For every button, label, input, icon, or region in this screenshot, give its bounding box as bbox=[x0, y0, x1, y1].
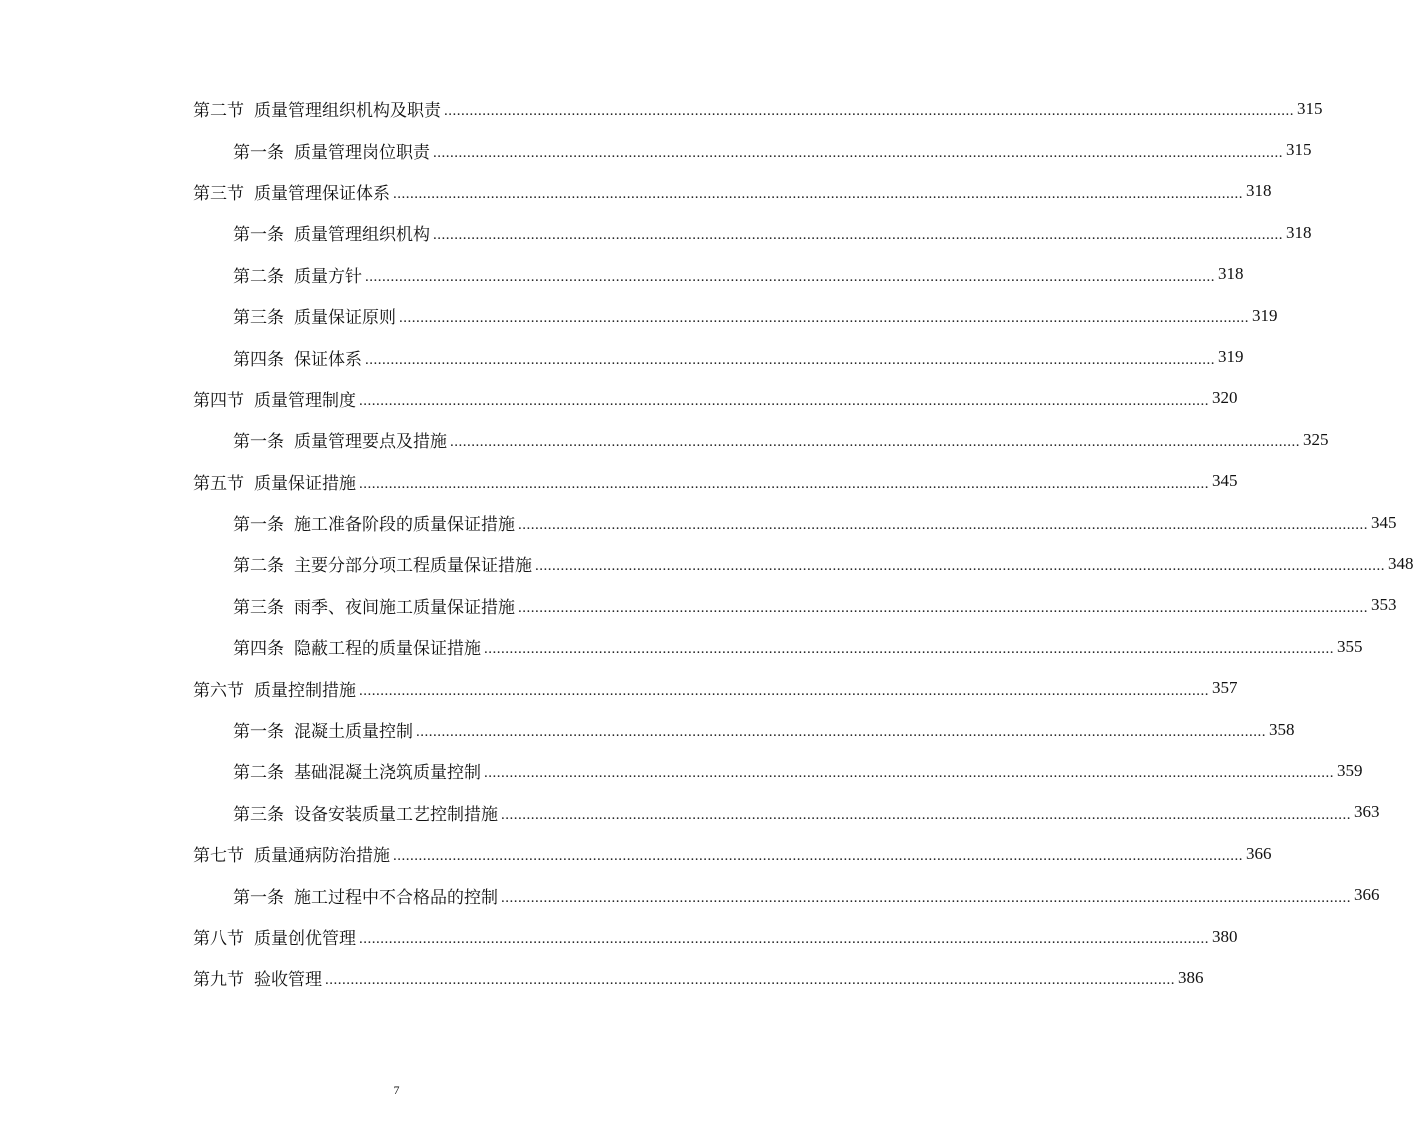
toc-entry-title: 质量管理制度 bbox=[254, 390, 356, 411]
toc-entry-number: 第三条 bbox=[233, 597, 284, 618]
toc-entry-number: 第一条 bbox=[233, 722, 284, 743]
toc-entry[interactable] bbox=[0, 419, 1329, 460]
toc-leader-dots: ........................................................................................................................................................................................................ bbox=[433, 227, 1283, 244]
toc-entry-page: 325 bbox=[1303, 429, 1329, 449]
toc-entry-title: 验收管理 bbox=[254, 970, 322, 991]
toc-leader-dots: ........................................................................................................................................................................................................ bbox=[450, 434, 1300, 451]
toc-entry[interactable] bbox=[0, 171, 1272, 212]
toc-entry-page: 318 bbox=[1286, 222, 1312, 242]
toc-entry[interactable] bbox=[0, 336, 1244, 377]
toc-entry-title: 质量管理岗位职责 bbox=[294, 142, 430, 163]
toc-leader-dots: ........................................................................................................................................................................................................ bbox=[433, 144, 1283, 161]
toc-leader-dots: ........................................................................................................................................................................................................ bbox=[365, 351, 1215, 368]
toc-entry-title: 质量保证措施 bbox=[254, 473, 356, 494]
toc-entry-title: 质量保证原则 bbox=[294, 308, 396, 329]
toc-entry-title: 质量管理保证体系 bbox=[254, 183, 390, 204]
toc-leader-dots: ........................................................................................................................................................................................................ bbox=[359, 931, 1209, 947]
toc-entry[interactable] bbox=[0, 129, 1312, 170]
toc-entry-page: 357 bbox=[1212, 678, 1238, 698]
toc-entry-number: 第二条 bbox=[233, 266, 284, 287]
toc-entry-page: 320 bbox=[1212, 388, 1238, 408]
toc-entry-number: 第一条 bbox=[233, 142, 284, 163]
toc-entry-title: 混凝土质量控制 bbox=[294, 722, 413, 743]
toc-entry[interactable] bbox=[0, 750, 1363, 791]
toc-entry-title: 质量通病防治措施 bbox=[254, 846, 390, 867]
toc-entry-number: 第二节 bbox=[193, 101, 244, 122]
toc-entry-page: 353 bbox=[1371, 595, 1397, 615]
toc-entry-title: 雨季、夜间施工质量保证措施 bbox=[294, 597, 515, 618]
toc-entry-number: 第一条 bbox=[233, 515, 284, 536]
toc-entry-title: 主要分部分项工程质量保证措施 bbox=[294, 556, 532, 577]
toc-leader-dots: ........................................................................................................................................................................................................ bbox=[359, 682, 1209, 699]
toc-leader-dots: ........................................................................................................................................................................................................ bbox=[518, 599, 1368, 616]
toc-entry-number: 第五节 bbox=[193, 473, 244, 494]
toc-leader-dots: ........................................................................................................................................................................................................ bbox=[393, 185, 1243, 202]
toc-entry-number: 第三条 bbox=[233, 308, 284, 329]
toc-entry-page: 366 bbox=[1354, 885, 1380, 905]
toc-entry-page: 380 bbox=[1212, 926, 1238, 946]
toc-entry-number: 第三条 bbox=[233, 804, 284, 825]
toc-entry-title: 质量管理组织机构及职责 bbox=[254, 101, 441, 122]
page-number: 7 bbox=[393, 1083, 400, 1097]
toc-leader-dots: ........................................................................................................................................................................................................ bbox=[484, 641, 1334, 658]
toc-leader-dots: ........................................................................................................................................................................................................ bbox=[416, 724, 1266, 741]
toc-entry-number: 第四条 bbox=[233, 639, 284, 660]
toc-entry[interactable] bbox=[0, 833, 1272, 874]
toc-entry[interactable] bbox=[0, 874, 1380, 915]
toc-entry[interactable] bbox=[0, 212, 1312, 253]
toc-leader-dots: ........................................................................................................................................................................................................ bbox=[325, 972, 1175, 989]
toc-entry-title: 施工准备阶段的质量保证措施 bbox=[294, 515, 515, 536]
toc-leader-dots: ........................................................................................................................................................................................................ bbox=[484, 765, 1334, 782]
toc-leader-dots: ........................................................................................................................................................................................................ bbox=[393, 848, 1243, 865]
toc-leader-dots: ........................................................................................................................................................................................................ bbox=[359, 475, 1209, 492]
toc-entry[interactable] bbox=[0, 295, 1278, 336]
toc-entry-page: 318 bbox=[1218, 264, 1244, 284]
toc-entry-title: 质量创优管理 bbox=[254, 929, 356, 949]
toc-entry-number: 第四条 bbox=[233, 349, 284, 370]
toc-leader-dots: ........................................................................................................................................................................................................ bbox=[365, 268, 1215, 285]
toc-entry[interactable] bbox=[0, 461, 1238, 502]
toc-entry-number: 第八节 bbox=[193, 929, 244, 949]
toc-entry-page: 359 bbox=[1337, 760, 1363, 780]
toc-entry-page: 345 bbox=[1371, 512, 1397, 532]
toc-leader-dots: ........................................................................................................................................................................................................ bbox=[518, 517, 1368, 534]
toc-entry-number: 第七节 bbox=[193, 846, 244, 867]
toc-entry[interactable] bbox=[0, 792, 1380, 833]
toc-entry-page: 315 bbox=[1297, 98, 1323, 118]
toc-leader-dots: ........................................................................................................................................................................................................ bbox=[501, 889, 1351, 906]
toc-entry-title: 质量方针 bbox=[294, 266, 362, 287]
toc-entry-title: 质量管理组织机构 bbox=[294, 225, 430, 246]
toc-entry-number: 第九节 bbox=[193, 970, 244, 991]
toc-entry-page: 386 bbox=[1178, 967, 1204, 987]
toc-entry-page: 348 bbox=[1388, 553, 1414, 573]
table-of-contents bbox=[0, 88, 1414, 999]
toc-entry-page: 319 bbox=[1218, 347, 1244, 367]
toc-entry[interactable] bbox=[0, 709, 1295, 750]
toc-leader-dots: ........................................................................................................................................................................................................ bbox=[501, 806, 1351, 823]
toc-entry-page: 363 bbox=[1354, 802, 1380, 822]
toc-entry[interactable] bbox=[0, 502, 1397, 543]
toc-entry-title: 基础混凝土浇筑质量控制 bbox=[294, 763, 481, 784]
toc-entry-title: 质量控制措施 bbox=[254, 680, 356, 701]
toc-entry[interactable] bbox=[0, 88, 1323, 129]
toc-entry-number: 第二条 bbox=[233, 556, 284, 577]
toc-leader-dots: ........................................................................................................................................................................................................ bbox=[535, 558, 1385, 575]
toc-entry-number: 第四节 bbox=[193, 390, 244, 411]
toc-entry[interactable] bbox=[0, 957, 1204, 998]
toc-entry-page: 315 bbox=[1286, 140, 1312, 160]
toc-leader-dots: ........................................................................................................................................................................................................ bbox=[359, 392, 1209, 409]
toc-entry[interactable] bbox=[0, 254, 1244, 295]
toc-entry-title: 保证体系 bbox=[294, 349, 362, 370]
toc-entry-page: 355 bbox=[1337, 636, 1363, 656]
toc-entry[interactable] bbox=[0, 916, 1238, 957]
toc-entry-page: 319 bbox=[1252, 305, 1278, 325]
toc-entry-page: 358 bbox=[1269, 719, 1295, 739]
toc-entry[interactable] bbox=[0, 585, 1397, 626]
toc-entry-page: 345 bbox=[1212, 471, 1238, 491]
toc-leader-dots: ........................................................................................................................................................................................................ bbox=[399, 310, 1249, 327]
toc-entry[interactable] bbox=[0, 626, 1363, 667]
toc-entry-title: 质量管理要点及措施 bbox=[294, 432, 447, 453]
toc-entry-title: 设备安装质量工艺控制措施 bbox=[294, 804, 498, 825]
toc-leader-dots: ........................................................................................................................................................................................................ bbox=[444, 103, 1294, 120]
toc-entry[interactable] bbox=[0, 667, 1238, 708]
toc-entry[interactable] bbox=[0, 378, 1238, 419]
toc-entry-title: 隐蔽工程的质量保证措施 bbox=[294, 639, 481, 660]
toc-entry-title: 施工过程中不合格品的控制 bbox=[294, 887, 498, 908]
toc-entry[interactable] bbox=[0, 543, 1414, 584]
toc-entry-number: 第二条 bbox=[233, 763, 284, 784]
toc-entry-page: 366 bbox=[1246, 843, 1272, 863]
toc-entry-number: 第一条 bbox=[233, 887, 284, 908]
toc-entry-number: 第一条 bbox=[233, 432, 284, 453]
toc-entry-page: 318 bbox=[1246, 181, 1272, 201]
toc-entry-number: 第三节 bbox=[193, 183, 244, 204]
toc-entry-number: 第一条 bbox=[233, 225, 284, 246]
toc-entry-number: 第六节 bbox=[193, 680, 244, 701]
